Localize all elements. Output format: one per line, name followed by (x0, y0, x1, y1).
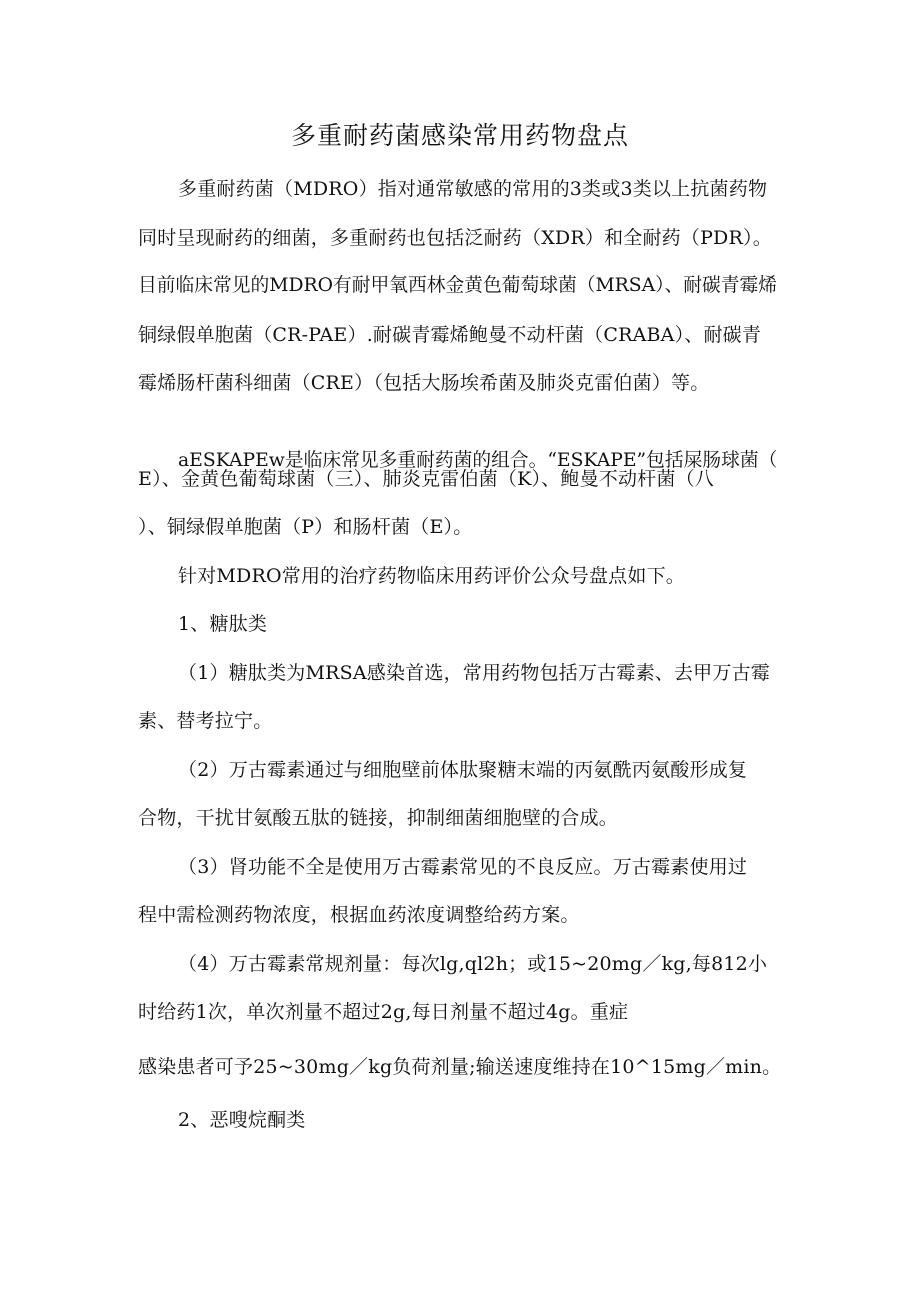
paragraph-line: 素、替考拉宁。 (138, 710, 273, 732)
paragraph-line: E）、金黄色葡萄球菌（三）、肺炎克雷伯菌（K）、鲍曼不动杆菌（八 (138, 468, 714, 490)
paragraph-line: 铜绿假单胞菌（CR-PAE）.耐碳青霉烯鲍曼不动杆菌（CRABA）、耐碳青 (138, 324, 762, 346)
paragraph-line: aESKAPEw是临床常见多重耐药菌的组合。“ESKAPE”包括屎肠球菌（ (178, 450, 778, 471)
section-heading: 2、恶嗖烷酮类 (178, 1109, 306, 1131)
paragraph-line: （2）万古霉素通过与细胞壁前体肽聚糖末端的丙氨酰丙氨酸形成复 (178, 759, 748, 781)
paragraph-line: 感染患者可予25~30mg／kg负荷剂量;输送速度维持在10^15mg／min。 (138, 1056, 782, 1078)
section-heading: 1、糖肽类 (178, 613, 268, 635)
paragraph-line: （3）肾功能不全是使用万古霉素常见的不良反应。万古霉素使用过 (178, 856, 748, 878)
paragraph-line: 合物，干扰甘氨酸五肽的链接，抑制细菌细胞壁的合成。 (138, 807, 619, 829)
paragraph-line: 时给药1次，单次剂量不超过2g,每日剂量不超过4g。重症 (138, 1001, 629, 1023)
paragraph-line: 针对MDRO常用的治疗药物临床用药评价公众号盘点如下。 (178, 565, 685, 587)
paragraph-line: （4）万古霉素常规剂量：每次lg,ql2h；或15~20mg／kg,每812小 (178, 953, 768, 975)
paragraph-line: 同时呈现耐药的细菌，多重耐药也包括泛耐药（XDR）和全耐药（PDR）。 (138, 227, 772, 249)
paragraph-line: ）、铜绿假单胞菌（P）和肠杆菌（E）。 (138, 516, 473, 538)
paragraph-line: 目前临床常见的MDRO有耐甲氧西林金黄色葡萄球菌（MRSA）、耐碳青霉烯 (138, 275, 778, 296)
paragraph-line: 程中需检测药物浓度，根据血药浓度调整给药方案。 (138, 904, 580, 926)
paragraph-line: （1）糖肽类为MRSA感染首选，常用药物包括万古霉素、去甲万古霉 (178, 662, 770, 684)
paragraph-line: 多重耐药菌（MDRO）指对通常敏感的常用的3类或3类以上抗菌药物 (178, 178, 768, 200)
paragraph-line: 霉烯肠杆菌科细菌（CRE）（包括大肠埃希菌及肺炎克雷伯菌）等。 (138, 372, 710, 394)
document-title: 多重耐药菌感染常用药物盘点 (290, 121, 629, 150)
